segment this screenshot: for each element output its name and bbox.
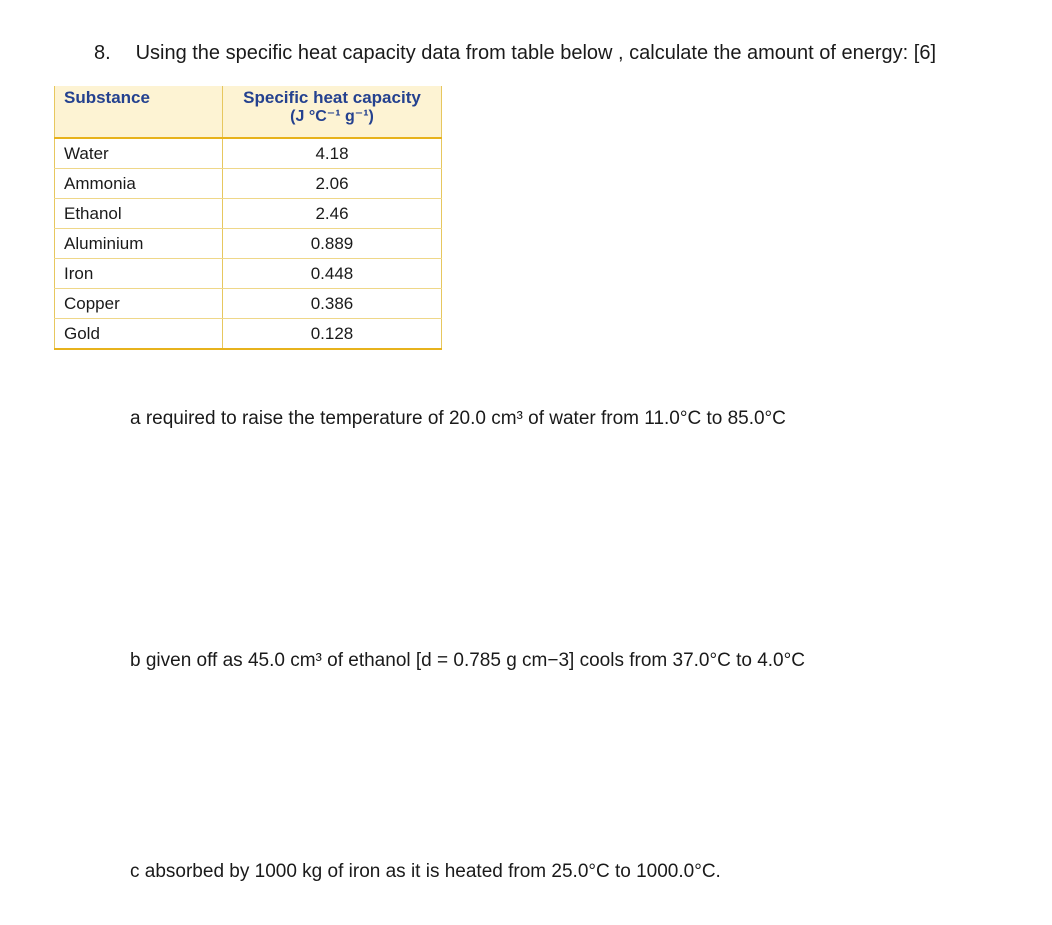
capacity-cell: 2.06 (223, 169, 442, 199)
capacity-cell: 4.18 (223, 138, 442, 169)
table-row (55, 229, 442, 259)
capacity-cell: 0.128 (223, 319, 442, 350)
substance-cell: Ammonia (55, 169, 223, 199)
header-capacity-label: Specific heat capacity (243, 88, 421, 107)
substance-cell: Copper (55, 289, 223, 319)
capacity-cell: 2.46 (223, 199, 442, 229)
table-row (55, 169, 442, 199)
table-row (55, 319, 442, 350)
table-header-row (55, 86, 442, 138)
substance-cell: Aluminium (55, 229, 223, 259)
header-units: (J °C⁻¹ g⁻¹) (290, 108, 374, 125)
header-substance: Substance (55, 86, 223, 138)
table-row (55, 259, 442, 289)
question-text: Using the specific heat capacity data from table below , calculate the amount of energy: [6] (135, 42, 937, 64)
capacity-cell: 0.889 (223, 229, 442, 259)
question-heading (94, 42, 936, 65)
substance-cell: Iron (55, 259, 223, 289)
part-b-text: b given off as 45.0 cm³ of ethanol [d = 0.785 g cm−3] cools from 37.0°C to 4.0°C (130, 650, 805, 671)
specific-heat-table (54, 86, 442, 350)
table-row (55, 199, 442, 229)
part-a-text: a required to raise the temperature of 20.0 cm³ of water from 11.0°C to 85.0°C (130, 408, 786, 429)
substance-cell: Ethanol (55, 199, 223, 229)
substance-cell: Gold (55, 319, 223, 350)
capacity-cell: 0.386 (223, 289, 442, 319)
header-specific-heat (223, 86, 442, 138)
part-c-text: c absorbed by 1000 kg of iron as it is heated from 25.0°C to 1000.0°C. (130, 861, 721, 882)
capacity-cell: 0.448 (223, 259, 442, 289)
table-row (55, 138, 442, 169)
question-number: 8. (94, 42, 111, 64)
substance-cell: Water (55, 138, 223, 169)
table-row (55, 289, 442, 319)
